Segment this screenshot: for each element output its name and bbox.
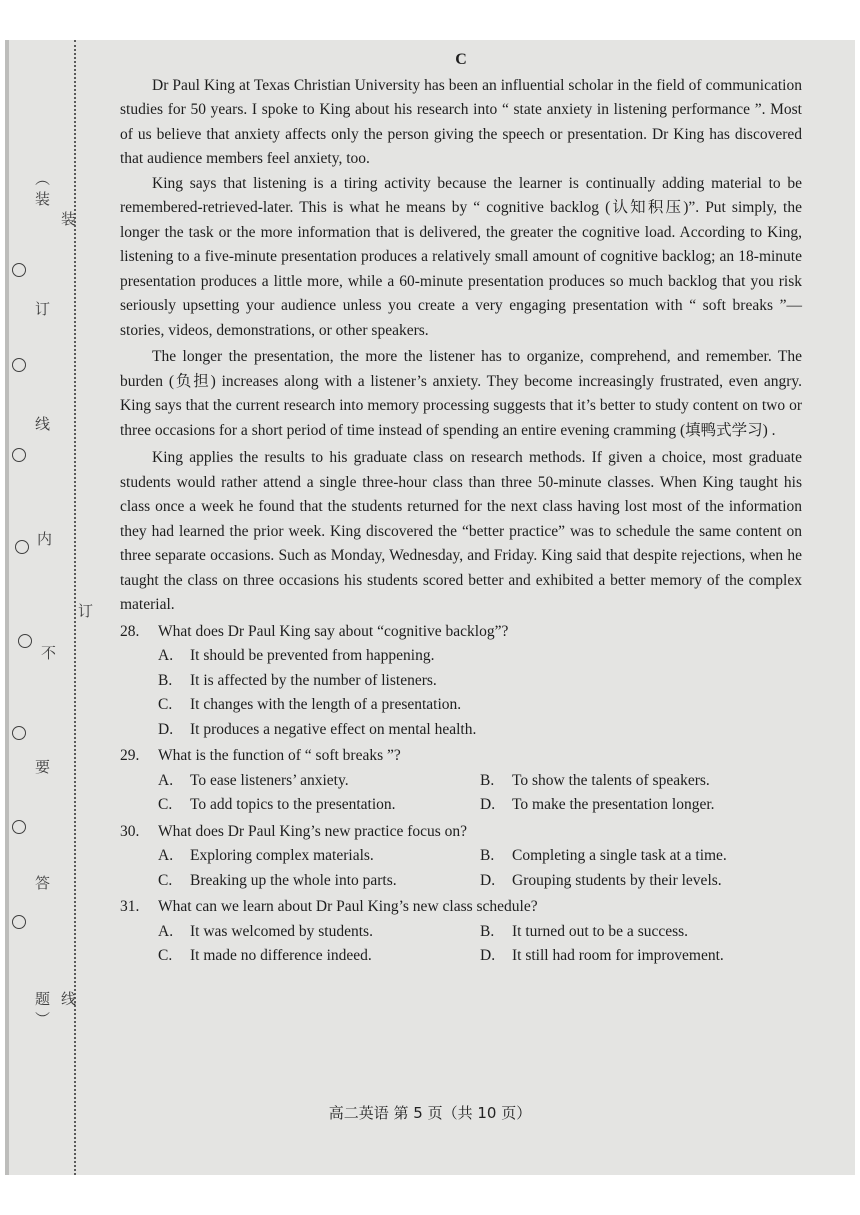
- binding-hole: [15, 540, 29, 554]
- binding-hole: [18, 634, 32, 648]
- passage-paragraph: The longer the presentation, the more the listener has to organize, comprehend, and remember. The burden (负担) increases along with a listener’s anxiety. They become increasingly frustrated, even angry. King says that the current research into memory processing suggests that it’s better to study content on two or three occasions for a short period of time instead of spending an entire evening cramming (填鸭式学习) .: [120, 348, 802, 439]
- margin-inner-zhuang: 装: [61, 210, 77, 228]
- option-a[interactable]: A. Exploring complex materials.: [158, 847, 374, 864]
- option-a[interactable]: A. To ease listeners’ anxiety.: [158, 771, 349, 789]
- binding-hole: [12, 726, 26, 740]
- option-d[interactable]: D. It still had room for improvement.: [480, 947, 724, 964]
- passage-content: [120, 48, 802, 969]
- option-b[interactable]: B. To show the talents of speakers.: [480, 771, 710, 789]
- option-b[interactable]: B. Completing a single task at a time.: [480, 847, 727, 864]
- passage-paragraph: Dr Paul King at Texas Christian University has been an influential scholar in the field of communication studies for 50 years. I spoke to King about his research into “ state anxiety in listening performance ”. Most of us believe that anxiety affects only the person giving the speech or presentation. Dr King has discovered that audience members feel anxiety, too.: [120, 76, 802, 167]
- option-d[interactable]: D. It produces a negative effect on mental health.: [158, 720, 477, 738]
- question-stem: What does Dr Paul King say about “cognitive backlog”?: [158, 622, 509, 640]
- question-number: 28.: [120, 622, 140, 640]
- margin-inner-xian: 线: [61, 990, 77, 1008]
- question-30: [120, 820, 802, 894]
- binding-hole: [12, 448, 26, 462]
- question-number: 31.: [120, 898, 140, 915]
- option-b[interactable]: B. It turned out to be a success.: [480, 922, 689, 940]
- margin-char-bu: 不: [41, 644, 57, 662]
- option-c[interactable]: C. It made no difference indeed.: [158, 947, 372, 964]
- margin-char-yao: 要: [35, 758, 51, 776]
- exam-page: [5, 40, 855, 1175]
- question-stem: What is the function of “ soft breaks ”?: [158, 747, 401, 764]
- question-number: 29.: [120, 747, 140, 764]
- margin-char-nei: 内: [37, 530, 53, 548]
- question-31: [120, 895, 802, 969]
- option-c[interactable]: C. It changes with the length of a presentation.: [158, 696, 462, 713]
- passage-paragraph: King applies the results to his graduate class on research methods. If given a choice, most graduate students would rather attend a single three-hour class than three 50-minute classes. When King taught his class once a week he found that the students returned for the next class having lost most of the information they had learned the prior week. King discovered the “better practice” was to schedule the same content on three separate occasions. Such as Monday, Wednesday, and Friday. King said that despite rejections, when he taught the class on three occasions his students scored better and exhibited a better memory of the complex material.: [120, 449, 802, 613]
- binding-hole: [12, 358, 26, 372]
- option-c[interactable]: C. Breaking up the whole into parts.: [158, 871, 397, 889]
- option-a[interactable]: A. It was welcomed by students.: [158, 922, 373, 940]
- margin-char-xian: 线: [35, 415, 51, 433]
- question-number: 30.: [120, 822, 140, 840]
- binding-edge: [5, 40, 9, 1175]
- binding-hole: [12, 263, 26, 277]
- margin-char-close-paren: ）: [33, 1010, 52, 1027]
- question-28: [120, 620, 802, 743]
- margin-inner-ding: 订: [78, 602, 94, 620]
- page-footer: 高二英语 第 5 页（共 10 页）: [328, 1104, 532, 1122]
- margin-char-open-paren: （: [33, 170, 52, 187]
- passage-label: C: [455, 51, 467, 68]
- binding-hole: [12, 820, 26, 834]
- option-b[interactable]: B. It is affected by the number of listeners.: [158, 671, 437, 689]
- option-a[interactable]: A. It should be prevented from happening.: [158, 647, 435, 664]
- margin-char-ding: 订: [35, 300, 51, 318]
- option-c[interactable]: C. To add topics to the presentation.: [158, 796, 396, 813]
- margin-char-da: 答: [35, 874, 51, 892]
- margin-char-ti: 题: [35, 990, 51, 1008]
- binding-hole: [12, 915, 26, 929]
- option-d[interactable]: D. Grouping students by their levels.: [480, 871, 722, 889]
- question-stem: What does Dr Paul King’s new practice focus on?: [158, 822, 468, 840]
- question-stem: What can we learn about Dr Paul King’s new class schedule?: [158, 898, 538, 915]
- passage-paragraph: King says that listening is a tiring activity because the learner is continually adding material to be remembered-retrieved-later. This is what he means by “ cognitive backlog (认知积压)”. Put simply, the longer the task or the more information that is delivered, the greater the cognitive load. According to King, listening to a five-minute presentation produces a relatively small amount of cognitive backlog; an 18-minute presentation produces a little more, while a 60-minute presentation produces so much backlog that you risk seriously upsetting your audience unless you create a very engaging presentation with “ soft breaks ”—stories, videos, demonstrations, or other speakers.: [120, 174, 802, 339]
- question-29: [120, 744, 802, 818]
- option-d[interactable]: D. To make the presentation longer.: [480, 796, 715, 813]
- margin-char-zhuang: 装: [35, 190, 51, 208]
